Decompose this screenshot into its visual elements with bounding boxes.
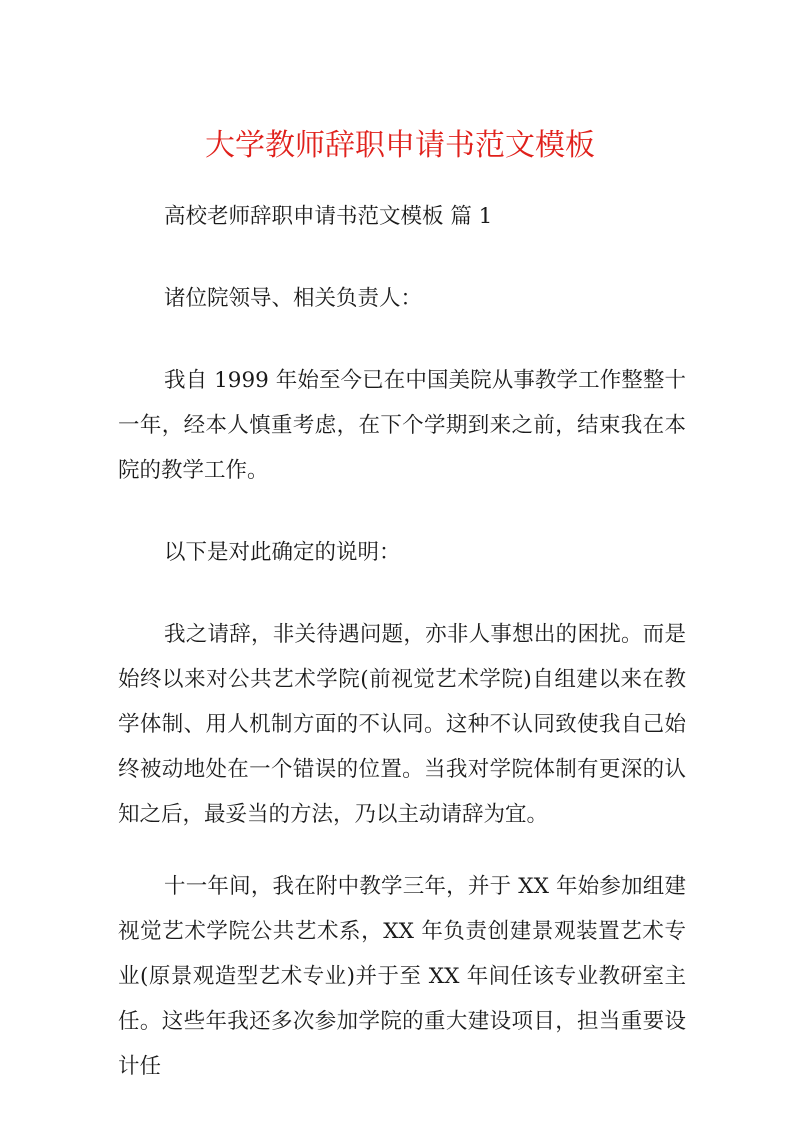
document-subtitle: 高校老师辞职申请书范文模板 篇 1 [164,204,493,229]
greeting-line: 诸位院领导、相关负责人： [164,286,423,311]
body-paragraph: 十一年间，我在附中教学三年，并于 XX 年始参加组建视觉艺术学院公共艺术系，XX 年负责创建景观装置艺术专业(原景观造型艺术专业)并于至 XX 年间任该专业教研室主任。这些年我还多次参加学院的重大建设项目，担当重要设计任 [118,874,686,1079]
body-paragraph: 以下是对此确定的说明： [164,540,401,565]
document-title: 大学教师辞职申请书范文模板 [205,128,595,163]
body-paragraph: 我自 1999 年始至今已在中国美院从事教学工作整整十一年，经本人慎重考虑，在下个学期到来之前，结束我在本院的教学工作。 [118,368,686,483]
body-paragraph: 我之请辞，非关待遇问题，亦非人事想出的困扰。而是始终以来对公共艺术学院(前视觉艺术学院)自组建以来在教学体制、用人机制方面的不认同。这种不认同致使我自己始终被动地处在一个错误的位置。当我对学院体制有更深的认知之后，最妥当的方法，乃以主动请辞为宜。 [118,622,686,827]
